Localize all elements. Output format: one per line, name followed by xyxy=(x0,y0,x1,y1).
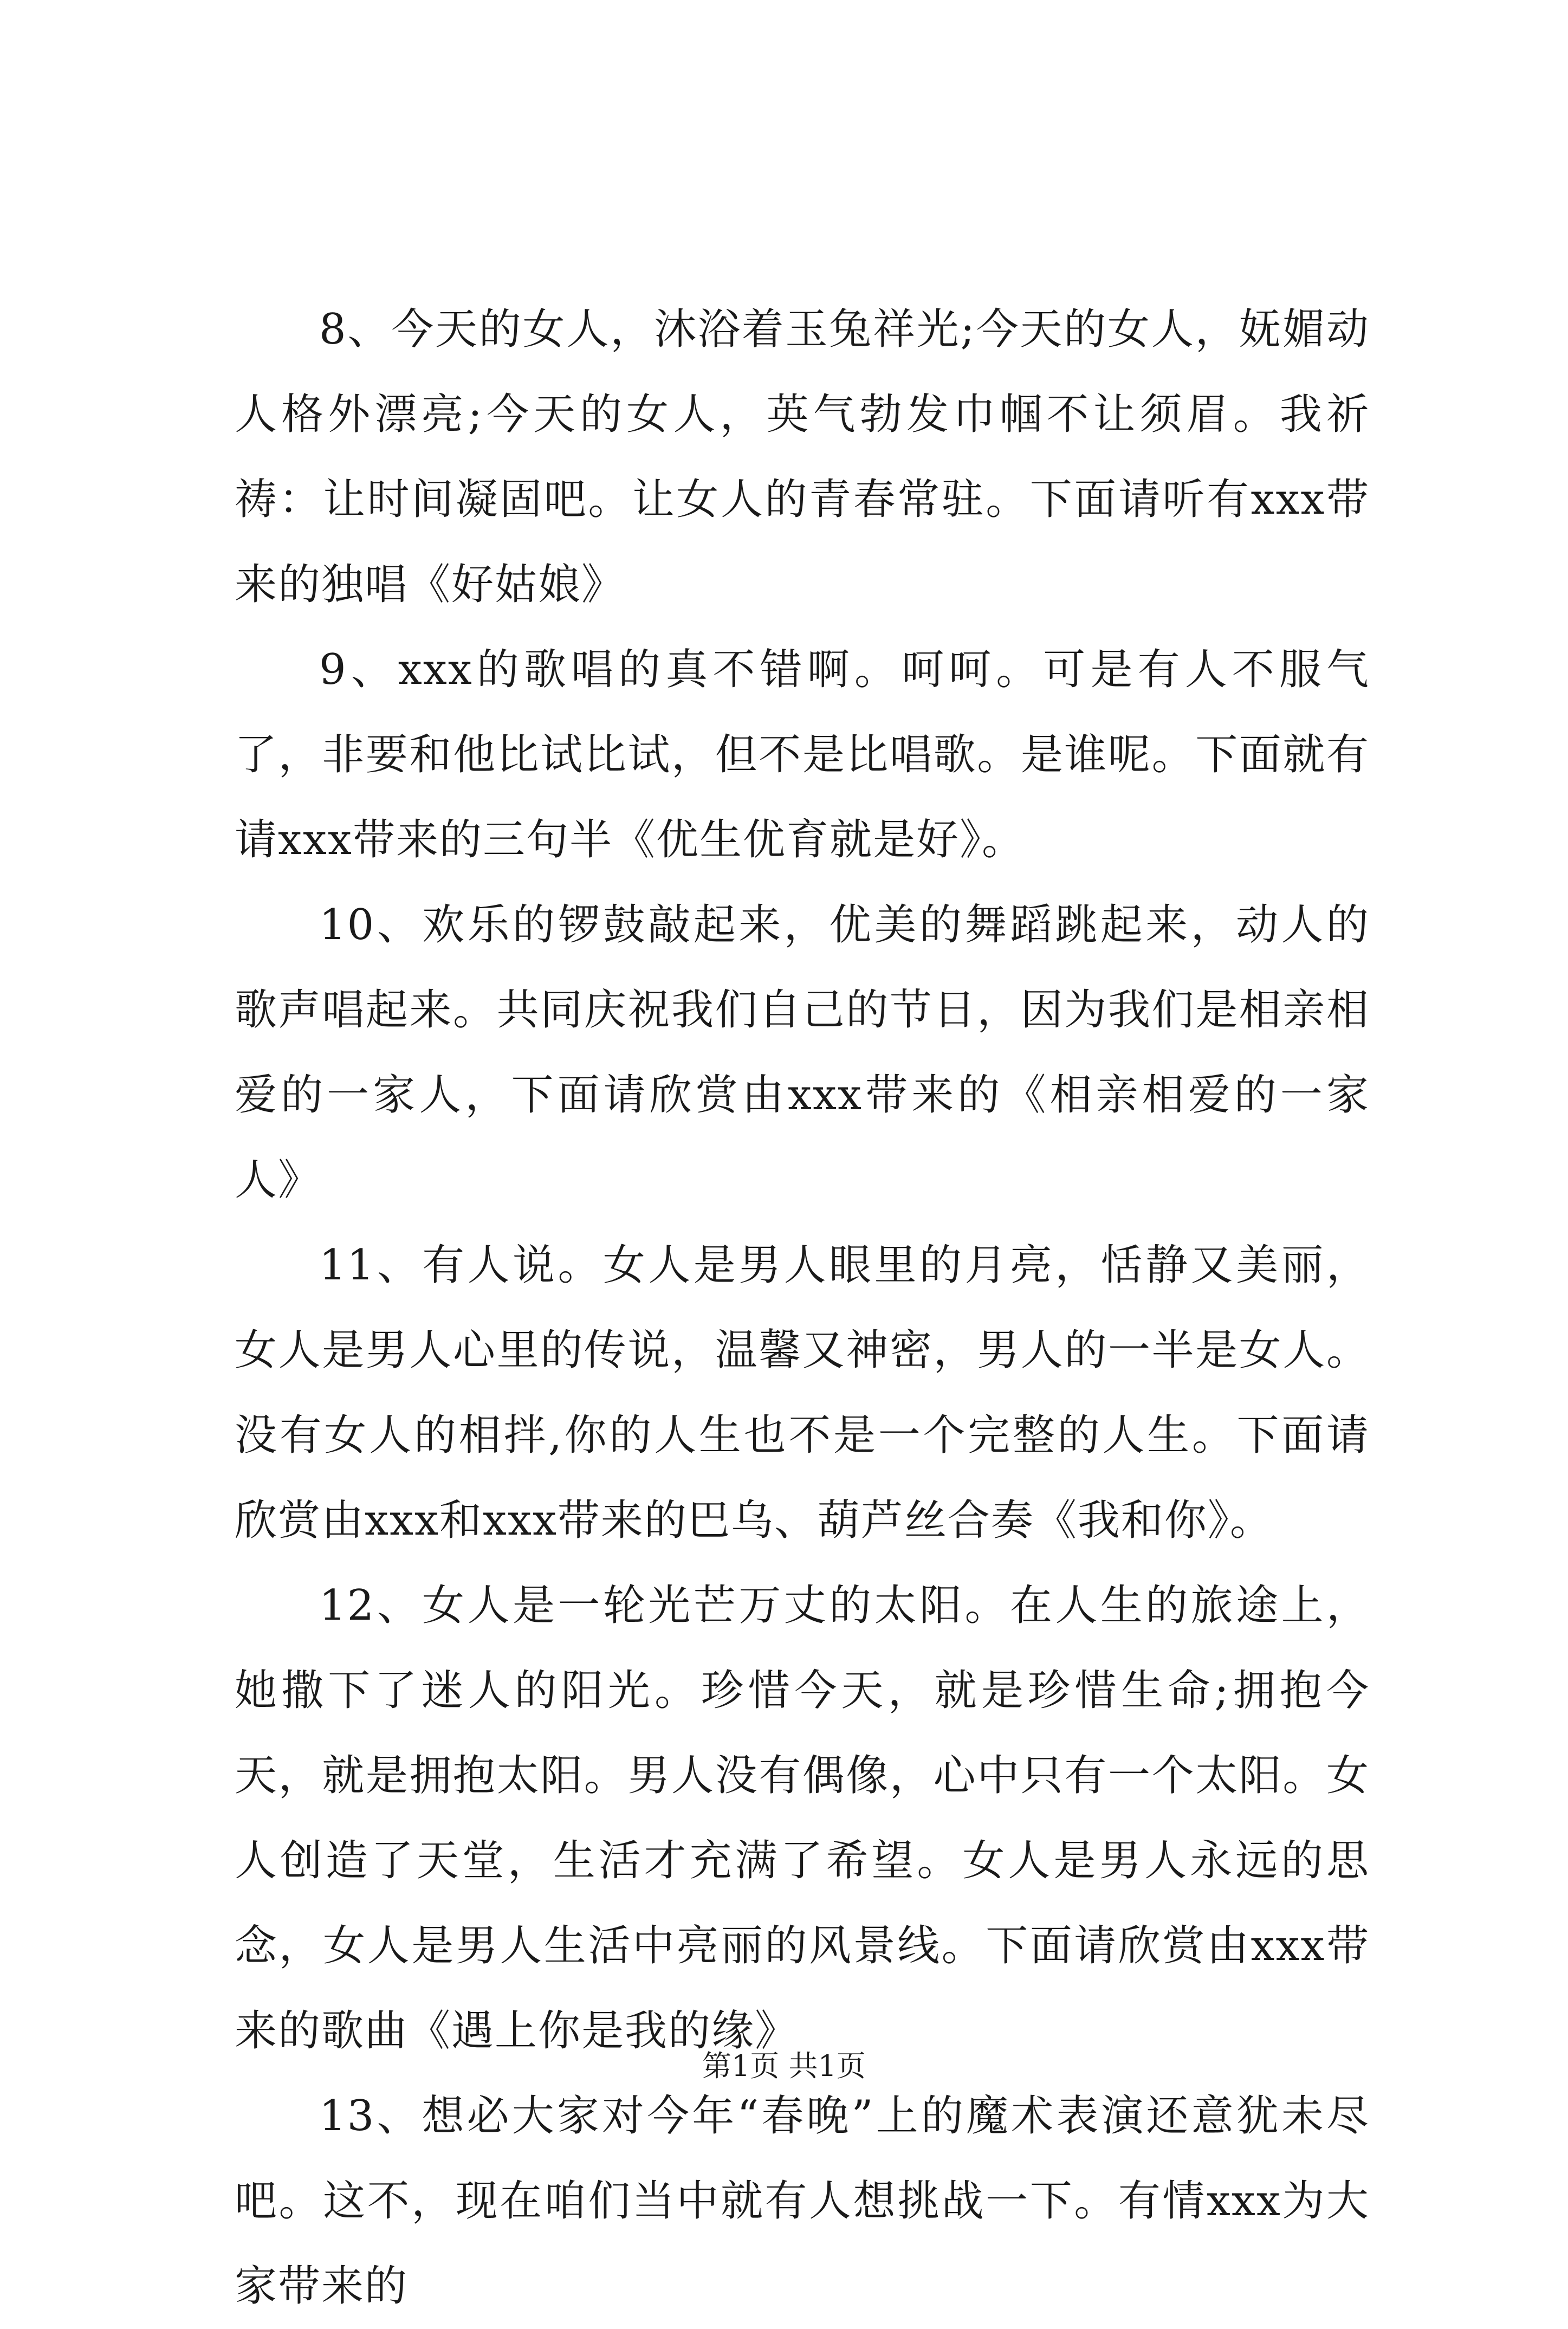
paragraph-11: 11、有人说。女人是男人眼里的月亮，恬静又美丽，女人是男人心里的传说，温馨又神密，男人的一半是女人。没有女人的相拌,你的人生也不是一个完整的人生。下面请欣赏由xxx和xxx带来的巴乌、葫芦丝合奏《我和你》。 xyxy=(235,1241,1370,1545)
paragraph-9: 9、xxx的歌唱的真不错啊。呵呵。可是有人不服气了，非要和他比试比试，但不是比唱歌。是谁呢。下面就有请xxx带来的三句半《优生优育就是好》。 xyxy=(235,645,1370,864)
page-footer: 第1页 共1页 xyxy=(702,2049,866,2083)
paragraph-10: 10、欢乐的锣鼓敲起来，优美的舞蹈跳起来，动人的歌声唱起来。共同庆祝我们自己的节日，因为我们是相亲相爱的一家人，下面请欣赏由xxx带来的《相亲相爱的一家人》 xyxy=(235,901,1370,1205)
paragraph-12: 12、女人是一轮光芒万丈的太阳。在人生的旅途上，她撒下了迷人的阳光。珍惜今天，就是珍惜生命;拥抱今天，就是拥抱太阳。男人没有偶像，心中只有一个太阳。女人创造了天堂，生活才充满了希望。女人是男人永远的思念，女人是男人生活中亮丽的风景线。下面请欣赏由xxx带来的歌曲《遇上你是我的缘》 xyxy=(235,1581,1370,2055)
paragraph-8: 8、今天的女人，沐浴着玉兔祥光;今天的女人，妩媚动人格外漂亮;今天的女人，英气勃发巾帼不让须眉。我祈祷：让时间凝固吧。让女人的青春常驻。下面请听有xxx带来的独唱《好姑娘》 xyxy=(235,305,1370,609)
paragraph-13: 13、想必大家对今年“春晚”上的魔术表演还意犹未尽吧。这不，现在咱们当中就有人想挑战一下。有情xxx为大家带来的 xyxy=(235,2092,1370,2311)
document-body xyxy=(235,287,1370,2329)
